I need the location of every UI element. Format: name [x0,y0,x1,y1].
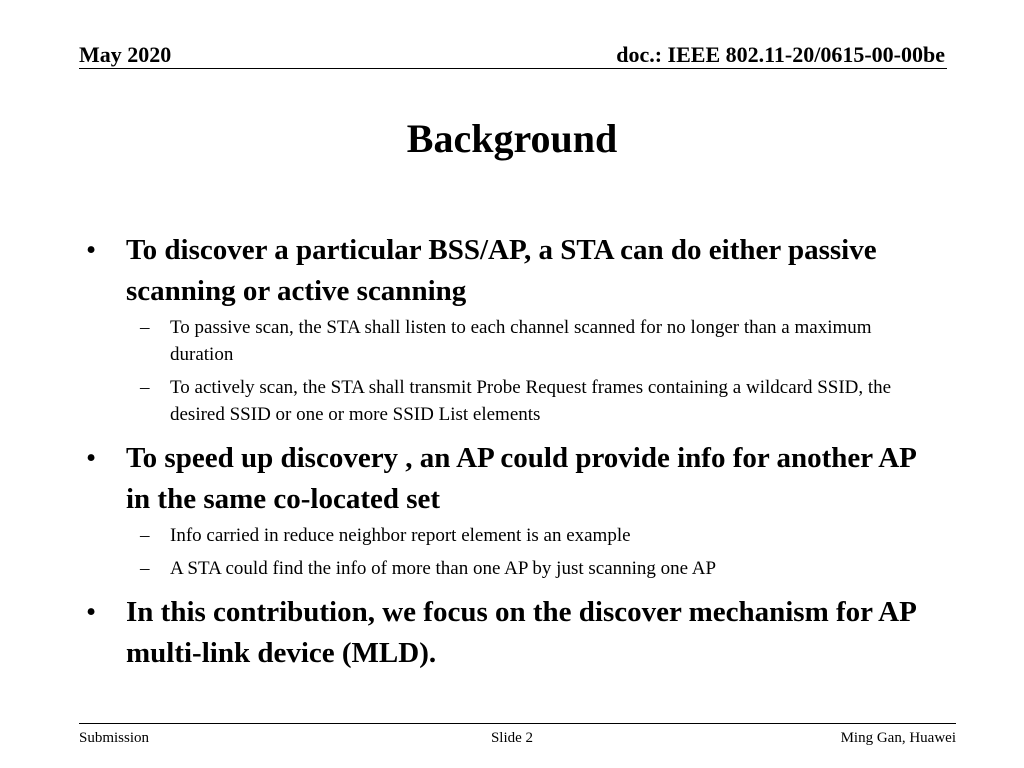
slide-title: Background [406,116,618,161]
subbullet-2-2-text: A STA could find the info of more than one AP by just scanning one AP [170,558,717,579]
footer-divider [79,723,956,724]
bullet-marker: • [86,442,97,474]
bullet-3-text: In this contribution, we focus on the discover mechanism for AP multi-link device (MLD). [126,596,916,669]
header-doc-id: doc.: IEEE 802.11-20/0615-00-00be [616,42,945,67]
bullet-2-subitems [84,522,944,582]
subbullet-1-1-text: To passive scan, the STA shall listen to each channel scanned for no longer than a maximum duration [170,317,872,365]
bullet-1-subitems [84,314,944,428]
subbullet-1-2 [84,374,944,428]
subbullet-2-1 [84,522,944,549]
dash-marker: – [140,525,150,546]
subbullet-2-2 [84,555,944,582]
bullet-1 [84,230,944,312]
bullet-2 [84,438,944,520]
bullet-3 [84,592,944,674]
bullet-1-text: To discover a particular BSS/AP, a STA can do either passive scanning or active scanning [126,234,877,307]
slide-body [84,230,944,674]
dash-marker: – [140,317,150,338]
dash-marker: – [140,558,150,579]
footer-slide-number: Slide 2 [490,730,534,746]
bullet-marker: • [86,596,97,628]
subbullet-1-1 [84,314,944,368]
bullet-marker: • [86,234,97,266]
bullet-2-text: To speed up discovery , an AP could provide info for another AP in the same co-located set [126,442,916,515]
header-date: May 2020 [79,42,172,67]
subbullet-2-1-text: Info carried in reduce neighbor report element is an example [170,525,631,546]
dash-marker: – [140,377,150,398]
header-divider [79,68,947,69]
footer-author: Ming Gan, Huawei [840,730,956,746]
footer-submission: Submission [79,730,150,746]
subbullet-1-2-text: To actively scan, the STA shall transmit Probe Request frames containing a wildcard SSID, the desired SSID or one or more SSID List elements [170,377,892,425]
